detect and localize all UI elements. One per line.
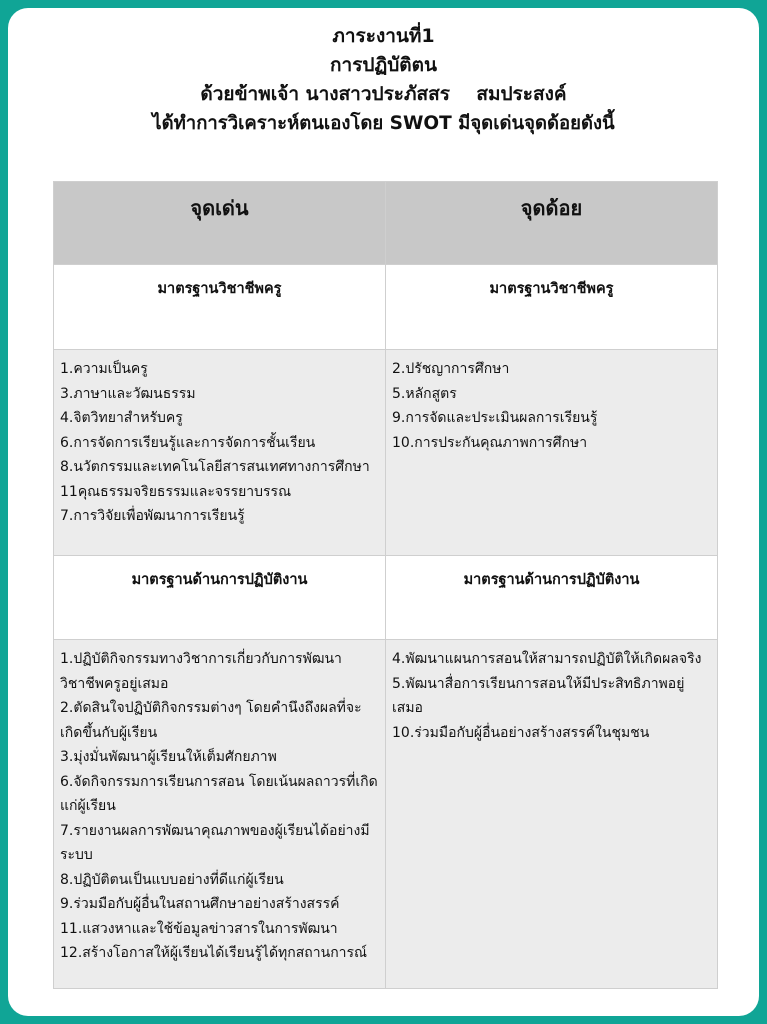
section2-left-title: มาตรฐานด้านการปฏิบัติงาน (54, 556, 386, 640)
section1-items-row (54, 350, 718, 556)
section2-right-title: มาตรฐานด้านการปฏิบัติงาน (386, 556, 718, 640)
section2-title-row (54, 556, 718, 640)
section1-left-title: มาตรฐานวิชาชีพครู (54, 265, 386, 350)
strengths-header: จุดเด่น (54, 182, 386, 265)
list-item: 3.มุ่งมั่นพัฒนาผู้เรียนให้เต็มศักยภาพ (60, 749, 277, 765)
list-item: 3.ภาษาและวัฒนธรรม (60, 385, 196, 402)
list-item: 10.การประกันคุณภาพการศึกษา (392, 434, 588, 451)
document-page (8, 8, 759, 1016)
section2-items-row (54, 640, 718, 989)
list-item: 10.ร่วมมือกับผู้อื่นอย่างสร้างสรรค์ในชุมชน (392, 724, 650, 741)
list-item: 1.ความเป็นครู (60, 361, 148, 377)
list-item: 8.นวัตกรรมและเทคโนโลยีสารสนเทศทางการศึกษา (60, 459, 370, 475)
list-item: 7.การวิจัยเพื่อพัฒนาการเรียนรู้ (60, 508, 245, 524)
list-item: 4.พัฒนาแผนการสอนให้สามารถปฏิบัติให้เกิดผลจริง (392, 651, 702, 667)
title-block (8, 22, 759, 138)
title-topic: การปฏิบัติตน (330, 54, 437, 76)
list-item: 5.หลักสูตร (392, 385, 457, 402)
list-item: 6.จัดกิจกรรมการเรียนการสอน โดยเน้นผลถาวรที่เกิดแก่ผู้เรียน (60, 773, 378, 814)
list-item: 5.พัฒนาสื่อการเรียนการสอนให้มีประสิทธิภาพอยู่เสมอ (392, 675, 685, 716)
section1-strengths-list (54, 350, 386, 556)
list-item: 2.ปรัชญาการศึกษา (392, 361, 510, 377)
title-assignment: ภาระงานที่1 (332, 25, 435, 47)
list-item: 11คุณธรรมจริยธรรมและจรรยาบรรณ (60, 483, 292, 500)
list-item: 7.รายงานผลการพัฒนาคุณภาพของผู้เรียนได้อย่างมีระบบ (60, 822, 370, 863)
list-item: 11.แสวงหาและใช้ข้อมูลข่าวสารในการพัฒนา (60, 920, 338, 937)
title-author: ด้วยข้าพเจ้า นางสาวประภัสสร สมประสงค์ (200, 83, 567, 105)
section1-title-row (54, 265, 718, 350)
swot-table (53, 181, 718, 989)
list-item: 8.ปฏิบัติตนเป็นแบบอย่างที่ดีแก่ผู้เรียน (60, 871, 284, 888)
section2-strengths-list (54, 640, 386, 989)
title-description: ได้ทำการวิเคราะห์ตนเองโดย SWOT มีจุดเด่นจุดด้อยดังนี้ (152, 113, 615, 134)
list-item: 9.ร่วมมือกับผู้อื่นในสถานศึกษาอย่างสร้างสรรค์ (60, 896, 340, 912)
section1-weaknesses-list (386, 350, 718, 556)
section1-right-title: มาตรฐานวิชาชีพครู (386, 265, 718, 350)
list-item: 2.ตัดสินใจปฏิบัติกิจกรรมต่างๆ โดยคำนึงถึงผลที่จะเกิดขึ้นกับผู้เรียน (60, 700, 362, 741)
list-item: 1.ปฏิบัติกิจกรรมทางวิชาการเกี่ยวกับการพัฒนาวิชาชีพครูอยู่เสมอ (60, 651, 342, 692)
section2-weaknesses-list (386, 640, 718, 989)
table-header-row (54, 182, 718, 265)
list-item: 6.การจัดการเรียนรู้และการจัดการชั้นเรียน (60, 434, 316, 451)
list-item: 12.สร้างโอกาสให้ผู้เรียนได้เรียนรู้ได้ทุกสถานการณ์ (60, 945, 368, 961)
list-item: 4.จิตวิทยาสำหรับครู (60, 410, 183, 426)
list-item: 9.การจัดและประเมินผลการเรียนรู้ (392, 410, 598, 426)
weaknesses-header: จุดด้อย (386, 182, 718, 265)
